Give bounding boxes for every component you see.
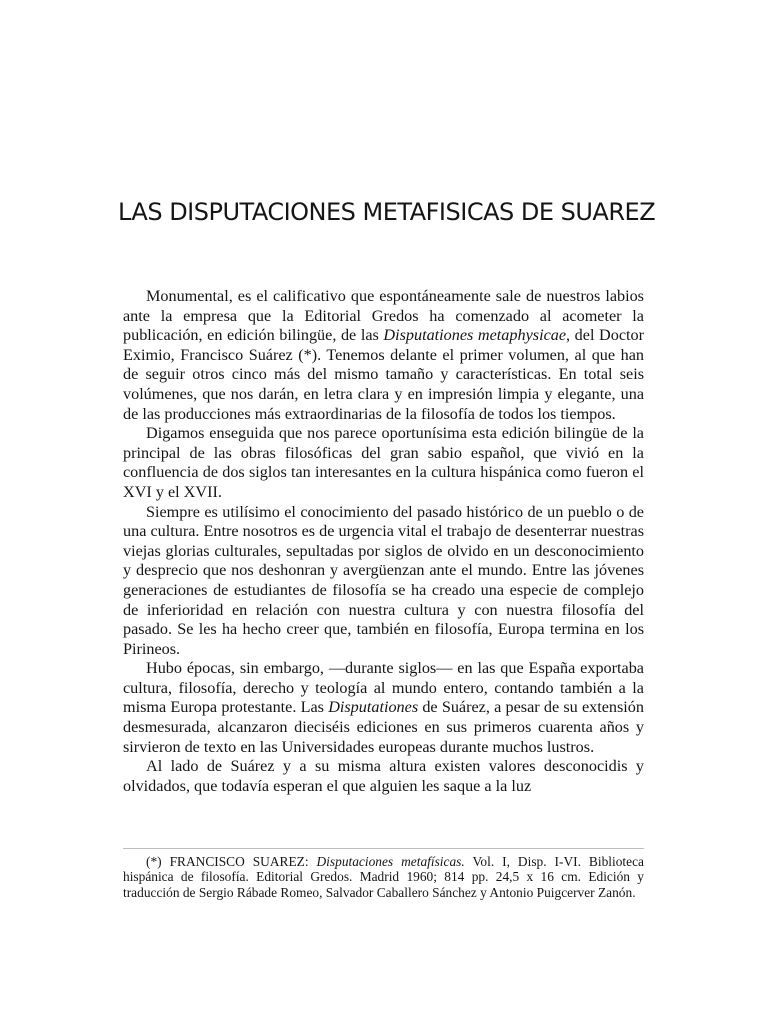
text-run: Al lado de Suárez y a su misma altura existen valores desconocidis y olvidados, que todavía esperan el que alguien les saque a la luz <box>123 757 644 795</box>
text-run: Hubo épocas, sin embargo, —durante siglos— en las que España exportaba cultura, filosofía, derecho y teología al mundo entero, contando también a la misma Europa protestante. Las <box>123 659 644 717</box>
book-title-italic: Disputationes <box>328 698 419 717</box>
paragraph <box>123 424 644 502</box>
text-run: Siempre es utilísimo el conocimiento del pasado histórico de un pueblo o de una cultura. Entre nosotros es de urgencia vital el trabajo de desenterrar nuestras viejas glorias culturales, sepultadas por siglos de olvido en un desconocimiento y desprecio que nos deshonran y avergüenzan ante el mundo. Entre las jóvenes generaciones de estudiantes de filosofía se ha creado una especie de complejo de inferioridad en relación con nuestra cultura y con nuestra filosofía del pasado. Se les ha hecho creer que, también en filosofía, Europa termina en los Pirineos. <box>123 502 644 658</box>
footnote-book-title-italic: Disputaciones metafísicas. <box>316 854 465 869</box>
paragraph <box>123 503 644 660</box>
book-title-italic: Disputationes metaphysicae <box>383 326 567 345</box>
paragraph <box>123 659 644 757</box>
text-run: de Suárez, a pesar de su extensión desmesurada, alcanzaron dieciséis ediciones en sus primeros cuarenta años y sirvieron de texto en las Universidades europeas durante muchos lustros. <box>123 698 644 756</box>
text-run: , del Doctor Eximio, Francisco Suárez (*). Tenemos delante el primer volumen, al que han de seguir otros cinco más del mismo tamaño y características. En total seis volúmenes, que nos darán, en letra clara y en impresión limpia y elegante, una de las producciones más extraordinarias de la filosofía de todos los tiempos. <box>123 326 644 423</box>
article-body <box>123 287 644 796</box>
footnote <box>123 854 644 900</box>
text-run: Monumental, es el calificativo que espontáneamente sale de nuestros labios ante la empresa que la Editorial Gredos ha comenzado al acometer la publicación, en edición bilingüe, de las <box>123 287 644 345</box>
footnote-text-run: (*) FRANCISCO SUAREZ: <box>146 854 317 869</box>
footnote-divider <box>123 848 644 849</box>
paragraph <box>123 757 644 796</box>
footnote-text-run: Vol. I, Disp. I-VI. Biblioteca hispánica de filosofía. Editorial Gredos. Madrid 1960; 814 pp. 24,5 x 16 cm. Edición y traducción de Sergio Rábade Romeo, Salvador Caballero Sánchez y Antonio Puigcerver Zanón. <box>123 854 644 900</box>
text-run: Digamos enseguida que nos parece oportunísima esta edición bilingüe de la principal de las obras filosóficas del gran sabio español, que vivió en la confluencia de dos siglos tan interesantes en la cultura hispánica como fueron el XVI y el XVII. <box>123 424 644 501</box>
article-title: LAS DISPUTACIONES METAFISICAS DE SUAREZ <box>118 198 656 226</box>
paragraph <box>123 287 644 424</box>
